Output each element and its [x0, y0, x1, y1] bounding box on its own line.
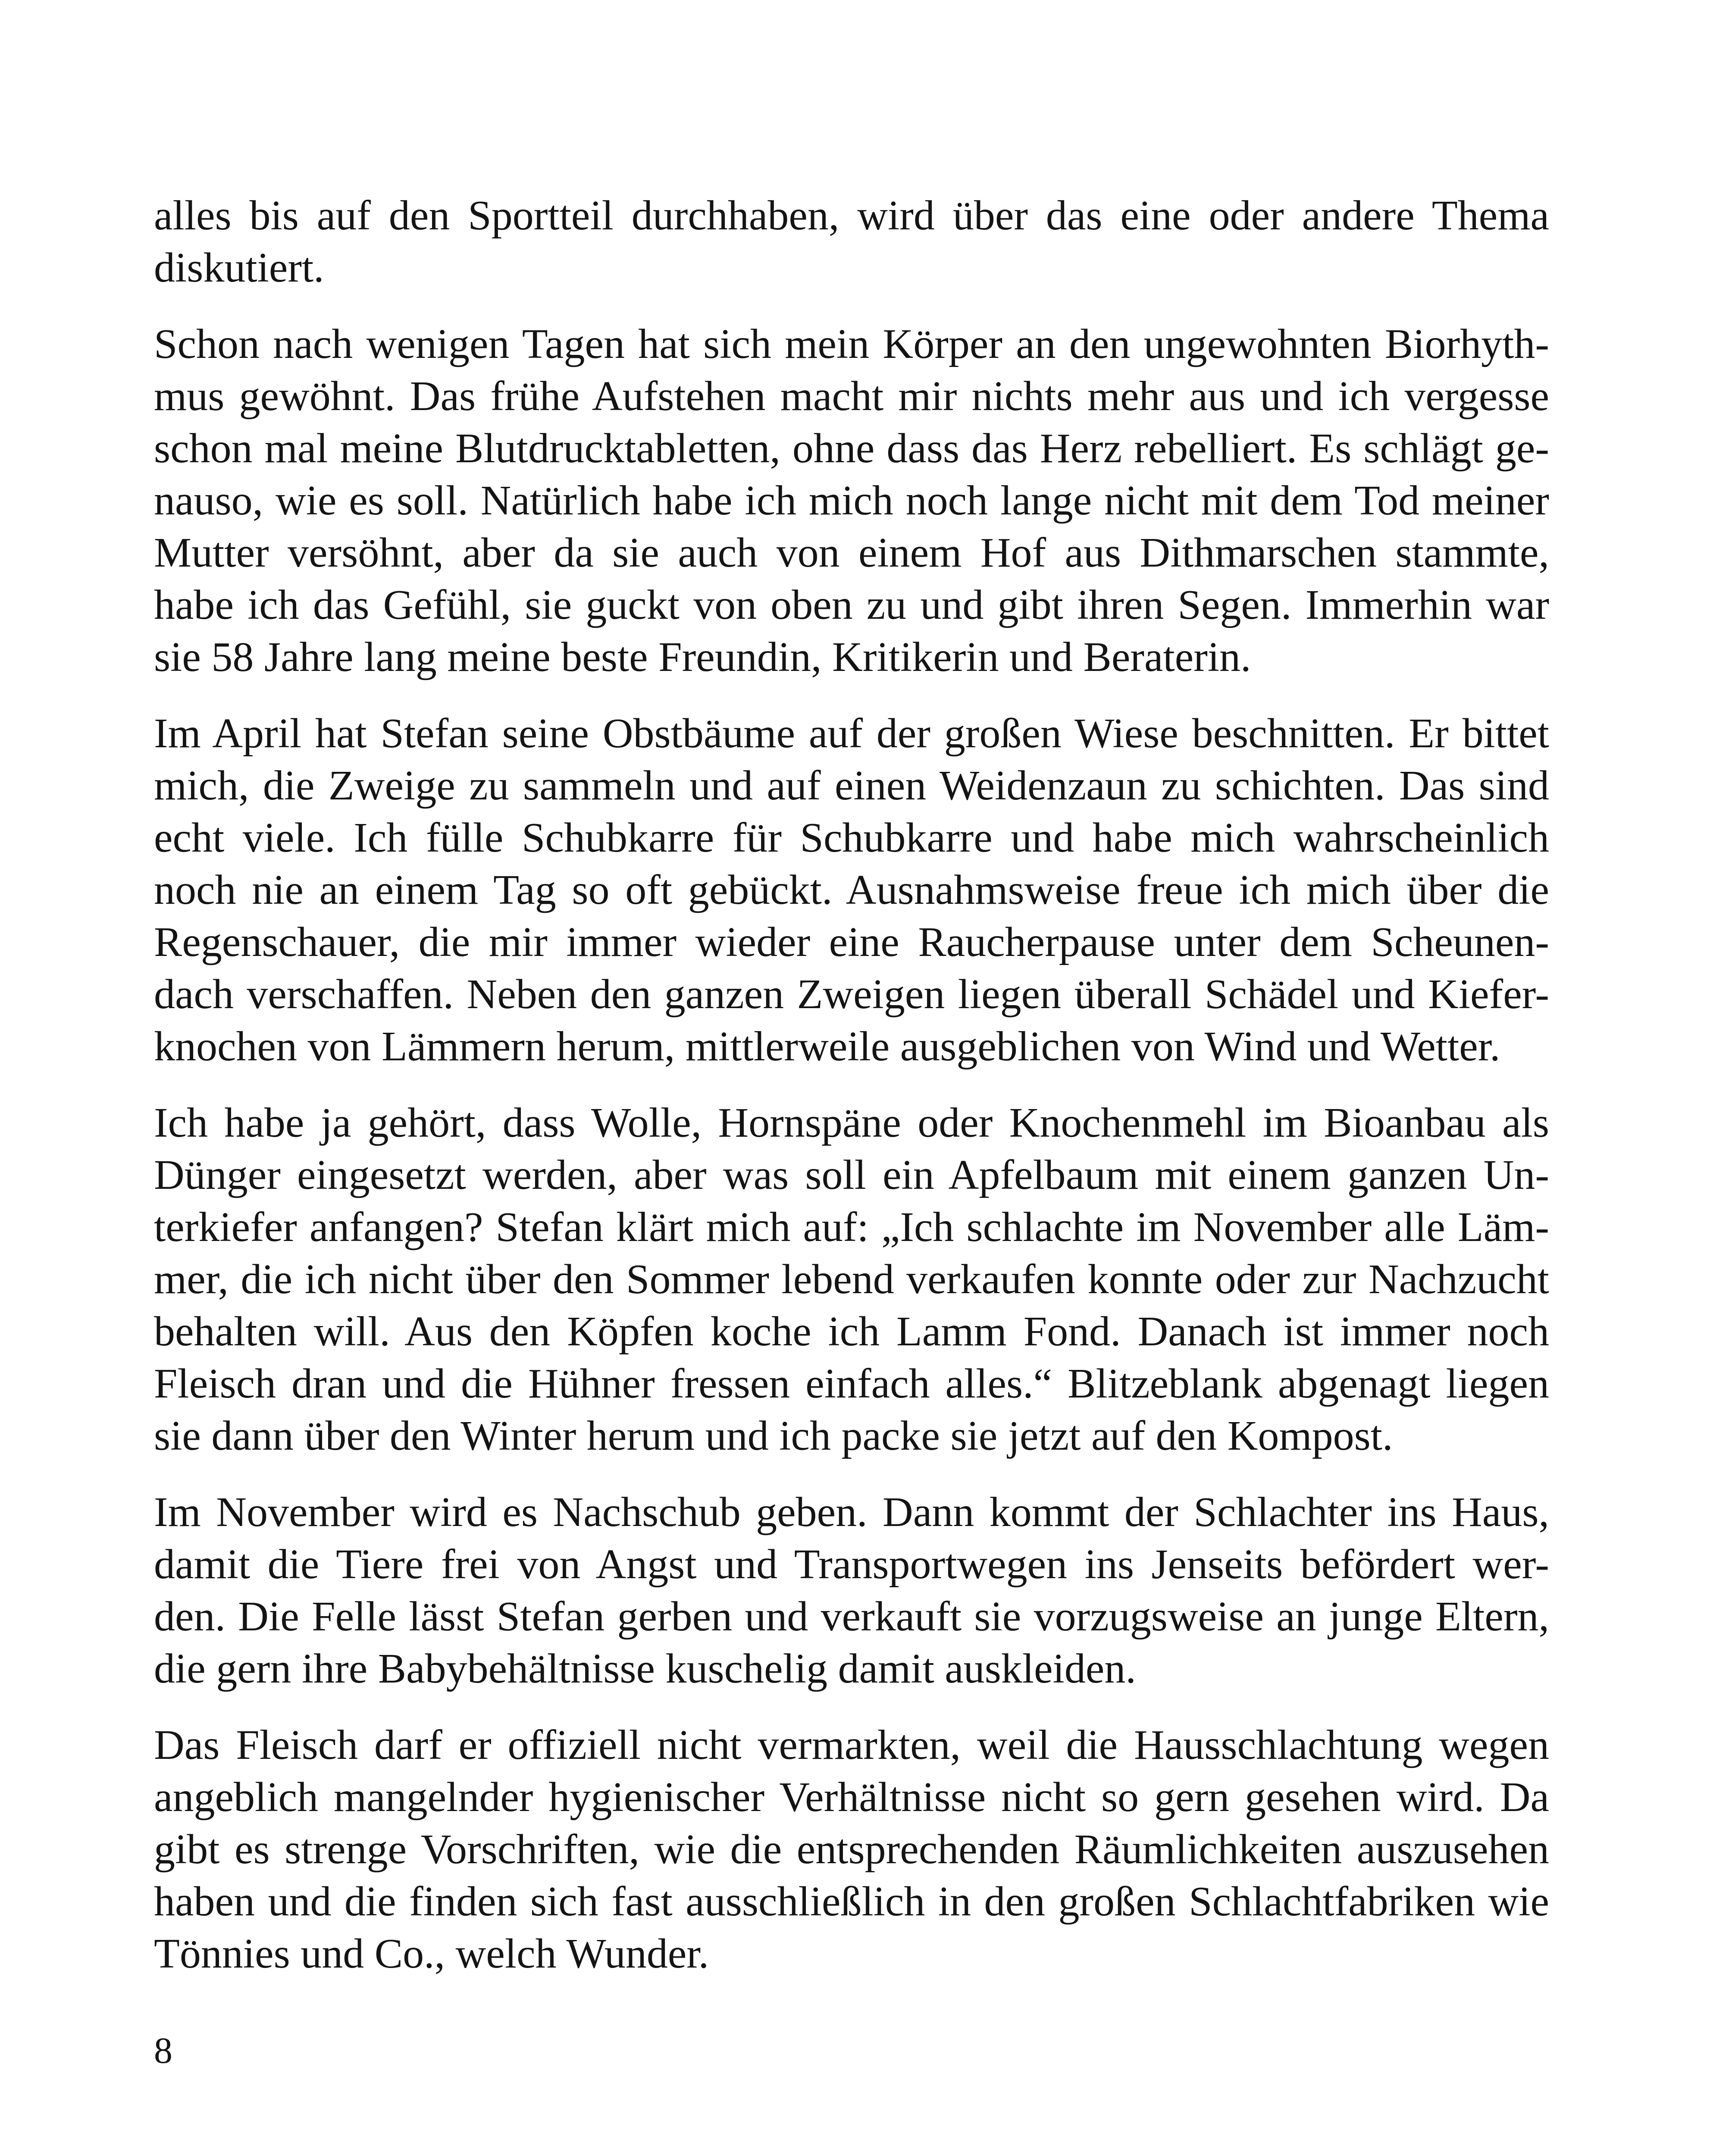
text-line: knochen von Lämmern herum, mittlerweile ausgeblichen von Wind und Wetter.	[154, 1023, 1500, 1070]
text-line: behalten will. Aus den Köpfen koche ich Lamm Fond. Danach ist immer noch	[154, 1308, 1549, 1355]
text-line: Fleisch dran und die Hühner fressen einfach alles.“ Blitzeblank abgenagt liegen	[154, 1360, 1549, 1407]
text-line: Regenschauer, die mir immer wieder eine Raucherpause unter dem Scheunen-	[154, 919, 1549, 965]
paragraph-gap	[154, 1695, 1549, 1719]
text-line: nauso, wie es soll. Natürlich habe ich mich noch lange nicht mit dem Tod meiner	[154, 477, 1549, 524]
text-line: Im November wird es Nachschub geben. Dann kommt der Schlachter ins Haus,	[154, 1489, 1549, 1536]
text-line: echt viele. Ich fülle Schubkarre für Schubkarre und habe mich wahrscheinlich	[154, 815, 1549, 861]
text-line: den. Die Felle lässt Stefan gerben und verkauft sie vorzugsweise an junge Eltern,	[154, 1593, 1549, 1640]
text-line: Im April hat Stefan seine Obstbäume auf der großen Wiese beschnitten. Er bittet	[154, 710, 1549, 757]
paragraph-gap	[154, 294, 1549, 318]
paragraph	[154, 190, 1549, 294]
text-line: dach verschaffen. Neben den ganzen Zweigen liegen überall Schädel und Kiefer-	[154, 971, 1549, 1018]
text-line: Schon nach wenigen Tagen hat sich mein Körper an den ungewohnten Biorhyth-	[154, 321, 1549, 367]
paragraph	[154, 1719, 1549, 1980]
text-line: Ich habe ja gehört, dass Wolle, Hornspäne oder Knochenmehl im Bioanbau als	[154, 1100, 1549, 1146]
text-line: gibt es strenge Vorschriften, wie die entsprechenden Räumlichkeiten auszusehen	[154, 1826, 1549, 1873]
text-line: Das Fleisch darf er offiziell nicht vermarkten, weil die Hausschlachtung wegen	[154, 1722, 1549, 1768]
text-line: diskutiert.	[154, 244, 324, 291]
paragraph	[154, 318, 1549, 683]
text-line: noch nie an einem Tag so oft gebückt. Ausnahmsweise freue ich mich über die	[154, 867, 1549, 913]
text-line: angeblich mangelnder hygienischer Verhältnisse nicht so gern gesehen wird. Da	[154, 1774, 1549, 1821]
text-line: schon mal meine Blutdrucktabletten, ohne dass das Herz rebelliert. Es schlägt ge-	[154, 425, 1549, 472]
text-line: mer, die ich nicht über den Sommer lebend verkaufen konnte oder zur Nachzucht	[154, 1256, 1549, 1303]
page-number: 8	[154, 2030, 172, 2071]
paragraph	[154, 1486, 1549, 1695]
text-line: Dünger eingesetzt werden, aber was soll ein Apfelbaum mit einem ganzen Un-	[154, 1152, 1549, 1198]
paragraph-gap	[154, 1073, 1549, 1097]
text-line: die gern ihre Babybehältnisse kuschelig damit auskleiden.	[154, 1645, 1136, 1692]
body-text	[154, 190, 1549, 1980]
text-line: sie 58 Jahre lang meine beste Freundin, Kritikerin und Beraterin.	[154, 634, 1251, 680]
text-line: alles bis auf den Sportteil durchhaben, wird über das eine oder andere Thema	[154, 192, 1549, 239]
text-line: Mutter versöhnt, aber da sie auch von einem Hof aus Dithmarschen stammte,	[154, 530, 1549, 576]
paragraph-gap	[154, 1462, 1549, 1486]
text-line: damit die Tiere frei von Angst und Transportwegen ins Jenseits befördert wer-	[154, 1541, 1549, 1588]
text-line: mich, die Zweige zu sammeln und auf einen Weidenzaun zu schichten. Das sind	[154, 762, 1549, 809]
paragraph-gap	[154, 683, 1549, 708]
text-line: mus gewöhnt. Das frühe Aufstehen macht mir nichts mehr aus und ich vergesse	[154, 373, 1549, 420]
text-line: haben und die finden sich fast ausschließlich in den großen Schlachtfabriken wie	[154, 1878, 1549, 1925]
text-line: habe ich das Gefühl, sie guckt von oben zu und gibt ihren Segen. Immerhin war	[154, 582, 1549, 628]
text-line: Tönnies und Co., welch Wunder.	[154, 1930, 709, 1977]
paragraph	[154, 1097, 1549, 1462]
text-line: sie dann über den Winter herum und ich packe sie jetzt auf den Kompost.	[154, 1413, 1393, 1459]
paragraph	[154, 708, 1549, 1073]
text-line: terkiefer anfangen? Stefan klärt mich auf: „Ich schlachte im November alle Läm-	[154, 1204, 1549, 1250]
